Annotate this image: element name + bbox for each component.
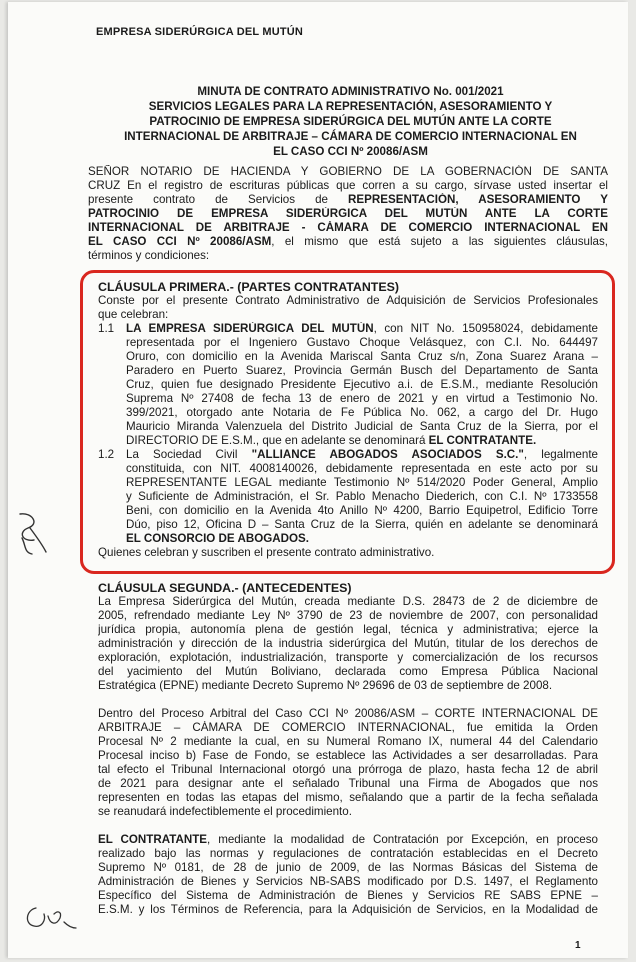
intro-bold: EL CASO CCI Nº 20086/ASM	[88, 235, 272, 248]
para-line: Dentro del Proceso Arbitral del Caso CCI Nº 20086/ASM – CORTE INTERNACIONAL DE	[98, 707, 598, 720]
item-number: 1.1	[98, 322, 115, 335]
intro-line	[88, 235, 608, 249]
party-item-2	[98, 448, 598, 546]
title-line-3: PATROCINIO DE EMPRESA SIDERÚRGICA DEL MUTÚN ANTE LA CORTE	[149, 115, 552, 128]
para-line: Específico del Sistema de Administración de Bienes y Servicios RE SABS EPNE –	[98, 889, 598, 902]
item-line	[126, 448, 598, 462]
item-line: Oruro, con domicilio en la Avenida Mariscal Santa Cruz s/n, Zona Suarez Arana –	[126, 350, 598, 363]
para-line: Procesal Nº 2 mediante la cual, en su Numeral Romano IX, numeral 44 del Calendario	[98, 735, 598, 748]
para-line: jurídica propia, autonomía plena de gestión legal, técnica y administrativa; ejerce la	[98, 623, 598, 636]
clause-line: que celebran:	[98, 308, 169, 321]
party-item-1	[98, 322, 598, 448]
party-alias: EL CONSORCIO DE ABOGADOS.	[126, 532, 309, 545]
intro-line: términos y condiciones:	[88, 249, 210, 262]
para-line: realizado bajo las normas y regulaciones de contratación establecidas en el Decreto	[98, 847, 598, 860]
clause-title: CLÁUSULA PRIMERA.- (PARTES CONTRATANTES)	[98, 280, 400, 294]
title-line-5: EL CASO CCI Nº 20086/ASM	[273, 145, 428, 158]
item-line: Dúo, piso 12, Oficina D – Santa Cruz de la Sierra, quién en adelante se denominará	[126, 518, 598, 531]
paragraph-antecedentes-1	[98, 595, 598, 693]
item-line	[126, 322, 598, 336]
item-text: , con NIT No. 150958024, debidamente	[373, 322, 598, 335]
margin-signature-mark	[22, 902, 82, 936]
intro-bold: REPRESENTACIÓN, ASESORAMIENTO Y	[348, 193, 608, 206]
page-number: 1	[575, 940, 581, 951]
para-line: del yacimiento del Mutún Boliviano, declarada como Empresa Pública Nacional	[98, 665, 598, 678]
para-line: Supremo Nº 0181, de 28 de junio de 2009, de las Normas Básicas del Sistema de	[98, 861, 598, 874]
intro-line: CRUZ En el registro de escrituras públicas que corren a su cargo, sírvase usted insertar el	[88, 179, 608, 192]
para-line	[98, 833, 598, 847]
intro-text: , el mismo que está sujeto a las siguientes cláusulas,	[271, 235, 608, 248]
intro-bold: PATROCINIO DE EMPRESA SIDERÚRGICA DEL MUTÚN ANTE LA CORTE	[88, 207, 608, 220]
intro-text: presente contrato de Servicios de	[88, 193, 349, 206]
para-line: ARBITRAJE – CÁMARA DE COMERCIO INTERNACIONAL, fue emitida la Orden	[98, 721, 598, 734]
item-text: DIRECTORIO DE E.S.M., que en adelante se denominará	[126, 434, 429, 447]
intro-line	[88, 193, 608, 207]
paragraph-antecedentes-2	[98, 707, 598, 819]
intro-line: SEÑOR NOTARIO DE HACIENDA Y GOBIERNO DE LA GOBERNACIÓN DE SANTA	[88, 165, 608, 178]
para-line: de 2021 para designar ante el señalado Tribunal una Firma de Abogados que nos	[98, 777, 598, 790]
para-line: se reanudará indefectiblemente el procedimiento.	[98, 805, 352, 818]
para-line: Administración de Bienes y Servicios NB-SABS modificado por D.S. 1497, el Reglamento	[98, 875, 598, 888]
para-line: E.S.M. y los Términos de Referencia, para la Adquisición de Servicios, en la Modalidad de	[98, 903, 598, 916]
item-line	[126, 532, 598, 546]
margin-initials-mark	[12, 508, 52, 556]
document-page	[8, 2, 628, 958]
item-line	[126, 434, 598, 448]
item-text: , legalmente	[523, 448, 598, 461]
para-line: exploración, explotación, industrialización, transporte y comercialización de los recursos	[98, 651, 598, 664]
para-line: 2005, refrendado mediante Ley Nº 3790 de 23 de noviembre de 2007, con personalidad	[98, 609, 598, 622]
item-line: 399/2021, otorgado ante Notaria de Fe Pública No. 062, a cargo del Dr. Hugo	[126, 406, 598, 419]
para-line: Procesal inciso b) Fase de Fondo, se establece las Actividades a ser desarrolladas. Para	[98, 749, 598, 762]
para-line: La Empresa Siderúrgica del Mutún, creada mediante D.S. 28473 de 2 de diciembre de	[98, 595, 598, 608]
item-line: representada por el Ingeniero Gustavo Choque Velásquez, con C.I. No. 644497	[126, 336, 598, 349]
para-line: administración y dirección de la industria siderúrgica del Mutún, titular de los derechos de	[98, 637, 598, 650]
item-line: y Suficiente de Administración, el Sr. Pablo Menacho Diederich, con C.I. Nº 1733558	[126, 490, 598, 503]
clause-line: Conste por el presente Contrato Administrativo de Adquisición de Servicios Profesionales	[98, 294, 598, 307]
intro-line	[88, 221, 608, 235]
para-line: tal efecto el Tribunal Internacional otorgó una prórroga de plazo, hasta fecha 12 de abril	[98, 763, 598, 776]
item-line: Paradero en Puerto Suarez, Provincia Germán Busch del Departamento de Santa	[126, 364, 598, 377]
title-line-4: INTERNACIONAL DE ARBITRAJE – CÁMARA DE COMERCIO INTERNACIONAL EN	[124, 130, 577, 143]
item-number: 1.2	[98, 448, 115, 461]
item-line: Mauricio Miranda Valenzuela del Distrito Judicial de Santa Cruz de la Sierra, por el	[126, 420, 598, 433]
clause-title: CLÁUSULA SEGUNDA.- (ANTECEDENTES)	[98, 581, 352, 595]
para-line: representen en todas las etapas del mismo, señalando que a partir de la fecha señalada	[98, 791, 598, 804]
party-alias: EL CONTRATANTE.	[428, 434, 537, 447]
para-line: Estratégica (EPNE) mediante Decreto Supremo Nº 29696 de 03 de septiembre de 2008.	[98, 679, 553, 692]
item-line: Cruz, quien fue designado Presidente Ejecutivo a.i. de E.S.M., mediante Resolución	[126, 378, 598, 391]
party-name: LA EMPRESA SIDERÚRGICA DEL MUTÚN	[126, 322, 374, 335]
intro-paragraph	[88, 165, 608, 263]
para-text: , mediante la modalidad de Contratación por Excepción, en proceso	[207, 833, 598, 846]
paragraph-antecedentes-3	[98, 833, 598, 917]
party-alias: EL CONTRATANTE	[98, 833, 208, 846]
intro-line	[88, 207, 608, 221]
clause-segunda	[98, 581, 598, 917]
clause-primera	[98, 280, 598, 560]
title-line-2: SERVICIOS LEGALES PARA LA REPRESENTACIÓN, ASESORAMIENTO Y	[148, 100, 553, 113]
intro-bold: INTERNACIONAL DE ARBITRAJE - CÁMARA DE COMERCIO INTERNACIONAL EN	[88, 221, 608, 234]
party-name: "ALLIANCE ABOGADOS ASOCIADOS S.C."	[251, 448, 524, 461]
item-line: Beni, con domicilio en la Avenida 4to Anillo Nº 4200, Barrio Equipetrol, Edificio Torre	[126, 504, 598, 517]
contract-title	[98, 84, 603, 159]
title-line-1: MINUTA DE CONTRATO ADMINISTRATIVO No. 001/2021	[197, 85, 504, 98]
clause-closing: Quienes celebran y suscriben el presente contrato administrativo.	[98, 546, 435, 559]
item-line: Suprema Nº 27408 de fecha 13 de enero de 2021 y en virtud a Testimonio No.	[126, 392, 598, 405]
item-line: constituida, con NIT. 4008140026, debidamente representada en este acto por su	[126, 462, 598, 475]
company-header: EMPRESA SIDERÚRGICA DEL MUTÚN	[96, 26, 304, 38]
item-text: La Sociedad Civil	[126, 448, 252, 461]
item-line: REPRESENTANTE LEGAL mediante Testimonio Nº 514/2020 Poder General, Amplio	[126, 476, 598, 489]
